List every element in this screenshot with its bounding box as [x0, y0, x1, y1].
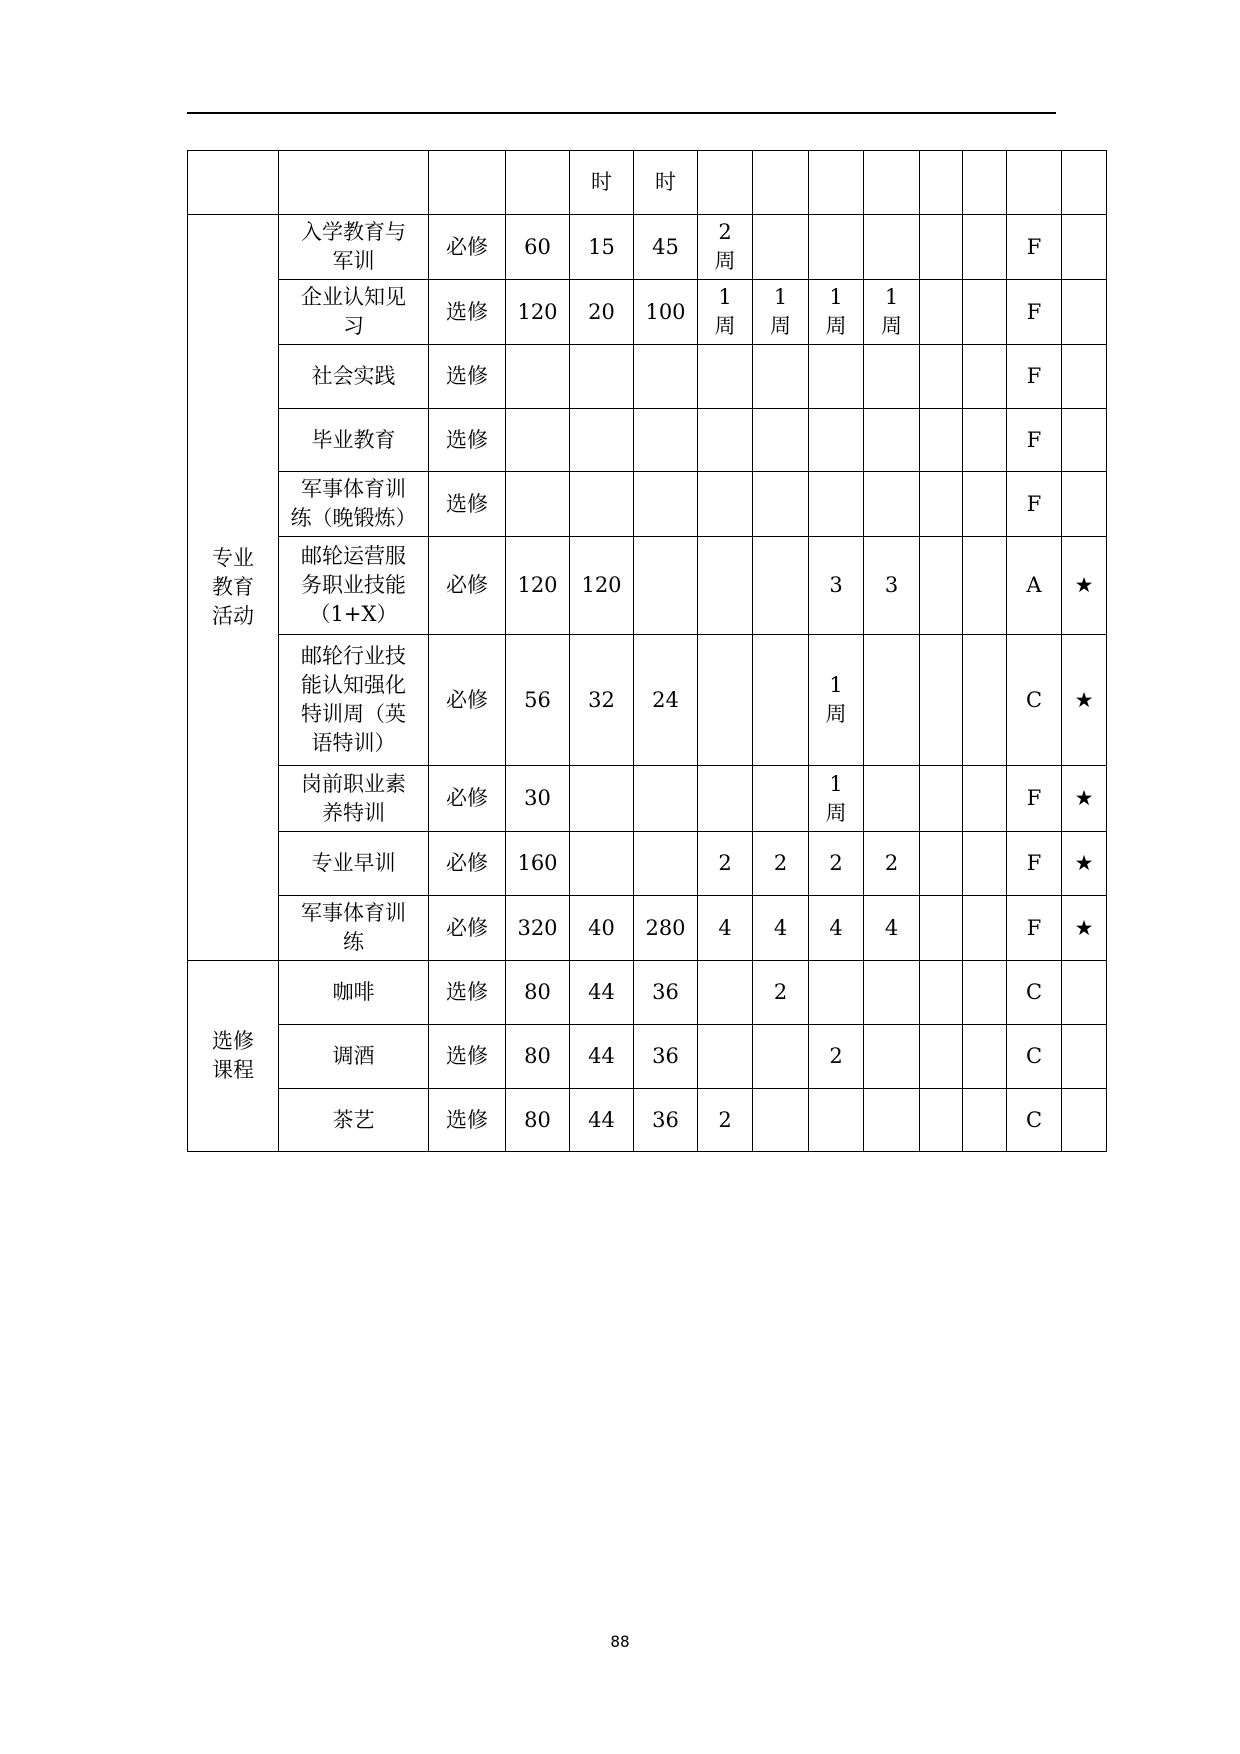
semester-3-cell: [809, 896, 864, 961]
course-type-cell-value: 必修: [446, 915, 488, 940]
semester-6-cell: [963, 280, 1007, 345]
category-cell: [188, 215, 279, 961]
theory-hours-cell: [570, 961, 634, 1025]
course-name-cell: [279, 832, 429, 896]
total-hours-cell: [506, 896, 570, 961]
core-course-star: [1062, 961, 1107, 1025]
course-type-cell-value: 选修: [446, 491, 488, 516]
course-name-cell: [279, 635, 429, 766]
assessment-cell: [1007, 472, 1062, 537]
semester-5-cell: [920, 345, 963, 409]
semester-4-cell-value: 3: [884, 573, 899, 597]
semester-1-cell-value: 2 周: [714, 220, 736, 273]
theory-hours-cell-value: 120: [581, 573, 622, 597]
semester-3-cell: [809, 215, 864, 280]
semester-4-cell: [864, 896, 920, 961]
course-type-cell-value: 选修: [446, 364, 488, 388]
total-hours-cell-value: 56: [524, 687, 551, 712]
core-course-star-value: ★: [1074, 573, 1094, 597]
semester-4-cell: [864, 409, 920, 472]
theory-hours-cell: [570, 215, 634, 280]
assessment-cell: [1007, 409, 1062, 472]
page-number: 88: [610, 1632, 630, 1651]
semester-2-cell: [753, 832, 809, 896]
semester-2-cell-value: 2: [773, 851, 788, 875]
header-cell-semester-5: [920, 151, 963, 215]
header-cell-semester-2: [753, 151, 809, 215]
total-hours-cell: [506, 961, 570, 1025]
semester-4-cell-value: 4: [884, 915, 899, 940]
course-type-cell: [429, 345, 506, 409]
total-hours-cell: [506, 1089, 570, 1152]
header-cell-semester-6: [963, 151, 1007, 215]
semester-2-cell: [753, 280, 809, 345]
header-cell-semester-1: [698, 151, 753, 215]
course-name: 社会实践: [311, 364, 396, 388]
assessment-cell: [1007, 766, 1062, 832]
course-name-cell: [279, 409, 429, 472]
table-row: [188, 1025, 1107, 1089]
semester-2-cell: [753, 537, 809, 635]
assessment-cell-value: F: [1026, 915, 1042, 940]
theory-hours-cell-value: 20: [588, 299, 615, 324]
course-name: 邮轮行业技 能认知强化 特训周（英 语特训）: [301, 644, 406, 755]
theory-hours-cell: [570, 409, 634, 472]
theory-hours-cell: [570, 1089, 634, 1152]
total-hours-cell-value: 80: [524, 1107, 551, 1132]
semester-3-cell-value: 3: [829, 573, 843, 597]
header-cell-practice-hours: 时: [634, 151, 698, 215]
course-type-cell-value: 必修: [446, 234, 488, 259]
semester-4-cell: [864, 537, 920, 635]
semester-3-cell: [809, 472, 864, 537]
semester-5-cell: [920, 896, 963, 961]
course-name-cell: [279, 1025, 429, 1089]
semester-3-cell: [809, 961, 864, 1025]
theory-hours-cell: [570, 635, 634, 766]
course-name-cell: [279, 961, 429, 1025]
semester-3-cell-value: 2: [829, 1044, 843, 1068]
assessment-cell: [1007, 537, 1062, 635]
total-hours-cell-value: 120: [517, 299, 558, 324]
practice-hours-cell-value: 100: [645, 299, 686, 324]
semester-5-cell: [920, 1089, 963, 1152]
table-row: [188, 1089, 1107, 1152]
course-type-cell: [429, 472, 506, 537]
semester-3-cell: [809, 280, 864, 345]
course-type-cell-value: 必修: [446, 687, 488, 712]
practice-hours-cell-value: 36: [652, 1044, 679, 1068]
semester-6-cell: [963, 472, 1007, 537]
course-name: 企业认知见 习: [301, 285, 406, 338]
assessment-cell: [1007, 215, 1062, 280]
semester-5-cell: [920, 1025, 963, 1089]
table-row: [188, 896, 1107, 961]
practice-hours-cell: [634, 215, 698, 280]
semester-2-cell: [753, 472, 809, 537]
semester-5-cell: [920, 280, 963, 345]
semester-5-cell: [920, 409, 963, 472]
semester-3-cell-value: 1 周: [825, 771, 847, 825]
course-type-cell: [429, 832, 506, 896]
course-schedule-table: [187, 150, 1107, 1152]
semester-6-cell: [963, 409, 1007, 472]
theory-hours-cell-value: 44: [588, 1044, 615, 1068]
table-body: [188, 151, 1107, 1152]
header-cell-total-hours: [506, 151, 570, 215]
semester-3-cell: [809, 345, 864, 409]
theory-hours-cell: [570, 1025, 634, 1089]
core-course-star: [1062, 896, 1107, 961]
assessment-cell-value: C: [1025, 1044, 1043, 1068]
semester-3-cell-value: 4: [829, 915, 843, 940]
course-name-cell: [279, 345, 429, 409]
header-cell-core-flag: [1062, 151, 1107, 215]
semester-4-cell: [864, 1089, 920, 1152]
semester-1-cell: [698, 472, 753, 537]
practice-hours-cell: [634, 1089, 698, 1152]
course-name: 军事体育训 练: [301, 901, 406, 954]
core-course-star-value: ★: [1074, 851, 1094, 875]
core-course-star-value: ★: [1074, 687, 1094, 712]
semester-4-cell-value: 1 周: [881, 285, 902, 338]
course-name-cell: [279, 1089, 429, 1152]
core-course-star: [1062, 409, 1107, 472]
course-name: 咖啡: [332, 980, 375, 1004]
header-cell-type: [429, 151, 506, 215]
core-course-star: [1062, 766, 1107, 832]
table-row: [188, 832, 1107, 896]
assessment-cell-value: F: [1026, 427, 1042, 452]
semester-2-cell: [753, 1025, 809, 1089]
semester-1-cell-value: 4: [718, 915, 732, 940]
total-hours-cell-value: 160: [517, 851, 558, 875]
category-cell: [188, 961, 279, 1152]
course-type-cell: [429, 766, 506, 832]
theory-hours-cell: [570, 896, 634, 961]
course-type-cell: [429, 896, 506, 961]
semester-3-cell: [809, 832, 864, 896]
total-hours-cell-value: 320: [517, 915, 558, 940]
assessment-cell-value: C: [1025, 980, 1043, 1004]
course-type-cell: [429, 215, 506, 280]
semester-6-cell: [963, 1089, 1007, 1152]
semester-2-cell: [753, 215, 809, 280]
theory-hours-cell-value: 15: [588, 234, 615, 259]
header-rule: [187, 112, 1056, 114]
semester-1-cell-value: 2: [718, 1107, 732, 1132]
semester-3-cell: [809, 766, 864, 832]
practice-hours-cell-value: 36: [652, 1107, 679, 1132]
semester-3-cell-value: 1 周: [825, 673, 847, 726]
theory-hours-cell: [570, 766, 634, 832]
assessment-cell: [1007, 896, 1062, 961]
core-course-star: [1062, 1089, 1107, 1152]
semester-2-cell: [753, 635, 809, 766]
assessment-cell: [1007, 280, 1062, 345]
theory-hours-cell: [570, 832, 634, 896]
semester-1-cell: [698, 961, 753, 1025]
semester-1-cell: [698, 766, 753, 832]
assessment-cell: [1007, 345, 1062, 409]
semester-2-cell: [753, 409, 809, 472]
practice-hours-cell: [634, 1025, 698, 1089]
semester-4-cell: [864, 766, 920, 832]
semester-6-cell: [963, 537, 1007, 635]
semester-2-cell: [753, 1089, 809, 1152]
core-course-star: [1062, 280, 1107, 345]
semester-1-cell: [698, 832, 753, 896]
core-course-star: [1062, 832, 1107, 896]
header-cell-semester-4: [864, 151, 920, 215]
total-hours-cell: [506, 409, 570, 472]
total-hours-cell: [506, 1025, 570, 1089]
theory-hours-cell: [570, 537, 634, 635]
semester-6-cell: [963, 961, 1007, 1025]
assessment-cell: [1007, 961, 1062, 1025]
course-type-cell-value: 选修: [446, 427, 488, 452]
practice-hours-cell: [634, 280, 698, 345]
semester-2-cell: [753, 896, 809, 961]
assessment-cell-value: F: [1026, 299, 1042, 324]
total-hours-cell: [506, 345, 570, 409]
semester-4-cell: [864, 345, 920, 409]
theory-hours-cell-value: 44: [588, 1107, 615, 1132]
course-type-cell: [429, 961, 506, 1025]
semester-6-cell: [963, 345, 1007, 409]
semester-3-cell: [809, 1025, 864, 1089]
core-course-star: [1062, 635, 1107, 766]
semester-6-cell: [963, 766, 1007, 832]
practice-hours-cell: [634, 766, 698, 832]
header-cell-assessment: [1007, 151, 1062, 215]
practice-hours-cell: [634, 961, 698, 1025]
course-type-cell: [429, 280, 506, 345]
course-name: 岗前职业素 养特训: [301, 771, 406, 825]
core-course-star: [1062, 215, 1107, 280]
assessment-cell-value: F: [1026, 364, 1042, 388]
semester-1-cell-value: 1 周: [714, 285, 736, 338]
course-type-cell-value: 必修: [446, 851, 488, 875]
header-cell-semester-3: [809, 151, 864, 215]
core-course-star: [1062, 472, 1107, 537]
semester-1-cell: [698, 345, 753, 409]
course-type-cell-value: 选修: [446, 1044, 488, 1068]
practice-hours-cell: [634, 537, 698, 635]
header-cell-category: [188, 151, 279, 215]
assessment-cell-value: F: [1026, 491, 1042, 516]
assessment-cell-value: F: [1026, 234, 1042, 259]
course-name-cell: [279, 537, 429, 635]
header-continuation-row: [188, 151, 1107, 215]
course-type-cell-value: 必修: [446, 573, 488, 597]
semester-6-cell: [963, 832, 1007, 896]
course-type-cell-value: 选修: [446, 299, 488, 324]
course-type-cell-value: 选修: [446, 1107, 488, 1132]
table-row: [188, 280, 1107, 345]
semester-6-cell: [963, 635, 1007, 766]
semester-3-cell: [809, 537, 864, 635]
core-course-star: [1062, 345, 1107, 409]
semester-1-cell: [698, 1025, 753, 1089]
total-hours-cell: [506, 280, 570, 345]
table-row: [188, 409, 1107, 472]
theory-hours-cell-value: 32: [588, 687, 615, 712]
practice-hours-cell: [634, 409, 698, 472]
course-name: 毕业教育: [311, 427, 396, 452]
semester-6-cell: [963, 896, 1007, 961]
semester-5-cell: [920, 961, 963, 1025]
semester-3-cell: [809, 635, 864, 766]
assessment-cell: [1007, 1025, 1062, 1089]
total-hours-cell-value: 80: [524, 980, 551, 1004]
header-cell-course-name: [279, 151, 429, 215]
course-name: 入学教育与 军训: [301, 220, 406, 273]
total-hours-cell: [506, 215, 570, 280]
semester-4-cell: [864, 832, 920, 896]
semester-3-cell-value: 1 周: [825, 285, 847, 338]
total-hours-cell: [506, 832, 570, 896]
assessment-cell: [1007, 832, 1062, 896]
course-type-cell-value: 选修: [446, 980, 488, 1004]
course-name-cell: [279, 896, 429, 961]
semester-1-cell: [698, 635, 753, 766]
theory-hours-cell-value: 44: [588, 980, 615, 1004]
total-hours-cell-value: 60: [524, 234, 551, 259]
semester-2-cell: [753, 766, 809, 832]
course-name: 军事体育训 练（晚锻炼）: [290, 477, 417, 530]
practice-hours-cell-value: 280: [645, 915, 686, 940]
semester-2-cell: [753, 961, 809, 1025]
course-name: 茶艺: [332, 1107, 375, 1132]
table-row: [188, 472, 1107, 537]
course-name: 调酒: [332, 1044, 375, 1068]
assessment-cell: [1007, 1089, 1062, 1152]
course-type-cell-value: 必修: [446, 786, 488, 810]
course-name: 专业早训: [311, 851, 396, 875]
practice-hours-cell-value: 45: [652, 234, 679, 259]
table-row: [188, 215, 1107, 280]
semester-5-cell: [920, 766, 963, 832]
total-hours-cell-value: 30: [524, 786, 551, 810]
table-row: [188, 537, 1107, 635]
category-label: 专业 教育 活动: [212, 546, 254, 628]
semester-5-cell: [920, 215, 963, 280]
semester-3-cell: [809, 409, 864, 472]
semester-6-cell: [963, 215, 1007, 280]
practice-hours-cell: [634, 472, 698, 537]
semester-4-cell: [864, 961, 920, 1025]
table-row: [188, 766, 1107, 832]
semester-3-cell-value: 2: [829, 851, 843, 875]
total-hours-cell-value: 80: [524, 1044, 551, 1068]
core-course-star-value: ★: [1074, 786, 1094, 810]
total-hours-cell: [506, 472, 570, 537]
semester-4-cell: [864, 1025, 920, 1089]
assessment-cell-value: F: [1026, 851, 1042, 875]
course-name-cell: [279, 766, 429, 832]
semester-4-cell: [864, 472, 920, 537]
table-row: [188, 635, 1107, 766]
semester-5-cell: [920, 635, 963, 766]
theory-hours-cell: [570, 472, 634, 537]
semester-6-cell: [963, 1025, 1007, 1089]
core-course-star: [1062, 1025, 1107, 1089]
assessment-cell-value: A: [1026, 573, 1042, 597]
semester-2-cell: [753, 345, 809, 409]
assessment-cell-value: C: [1025, 1107, 1043, 1132]
semester-4-cell-value: 2: [884, 851, 899, 875]
course-name-cell: [279, 280, 429, 345]
course-type-cell: [429, 537, 506, 635]
semester-2-cell-value: 4: [773, 915, 788, 940]
total-hours-cell-value: 120: [517, 573, 558, 597]
theory-hours-cell: [570, 345, 634, 409]
theory-hours-cell: [570, 280, 634, 345]
semester-4-cell: [864, 280, 920, 345]
semester-1-cell: [698, 896, 753, 961]
assessment-cell-value: C: [1025, 687, 1043, 712]
total-hours-cell: [506, 766, 570, 832]
course-type-cell: [429, 1089, 506, 1152]
semester-5-cell: [920, 832, 963, 896]
course-name-cell: [279, 215, 429, 280]
assessment-cell: [1007, 635, 1062, 766]
semester-2-cell-value: 1 周: [770, 285, 791, 338]
semester-1-cell: [698, 537, 753, 635]
course-name: 邮轮运营服 务职业技能 （1+X）: [301, 544, 406, 626]
core-course-star-value: ★: [1074, 915, 1094, 940]
category-label: 选修 课程: [212, 1029, 254, 1082]
total-hours-cell: [506, 635, 570, 766]
core-course-star: [1062, 537, 1107, 635]
semester-1-cell-value: 2: [718, 851, 732, 875]
semester-5-cell: [920, 472, 963, 537]
practice-hours-cell: [634, 896, 698, 961]
semester-4-cell: [864, 215, 920, 280]
course-type-cell: [429, 409, 506, 472]
practice-hours-cell: [634, 832, 698, 896]
practice-hours-cell-value: 24: [652, 687, 679, 712]
semester-1-cell: [698, 215, 753, 280]
table-row: [188, 345, 1107, 409]
practice-hours-cell: [634, 345, 698, 409]
assessment-cell-value: F: [1026, 786, 1042, 810]
theory-hours-cell-value: 40: [588, 915, 615, 940]
semester-1-cell: [698, 1089, 753, 1152]
semester-1-cell: [698, 409, 753, 472]
practice-hours-cell: [634, 635, 698, 766]
semester-5-cell: [920, 537, 963, 635]
course-type-cell: [429, 1025, 506, 1089]
total-hours-cell: [506, 537, 570, 635]
semester-1-cell: [698, 280, 753, 345]
semester-4-cell: [864, 635, 920, 766]
table-row: [188, 961, 1107, 1025]
semester-3-cell: [809, 1089, 864, 1152]
course-type-cell: [429, 635, 506, 766]
practice-hours-cell-value: 36: [652, 980, 679, 1004]
header-cell-theory-hours: 时: [570, 151, 634, 215]
course-name-cell: [279, 472, 429, 537]
semester-2-cell-value: 2: [773, 980, 788, 1004]
